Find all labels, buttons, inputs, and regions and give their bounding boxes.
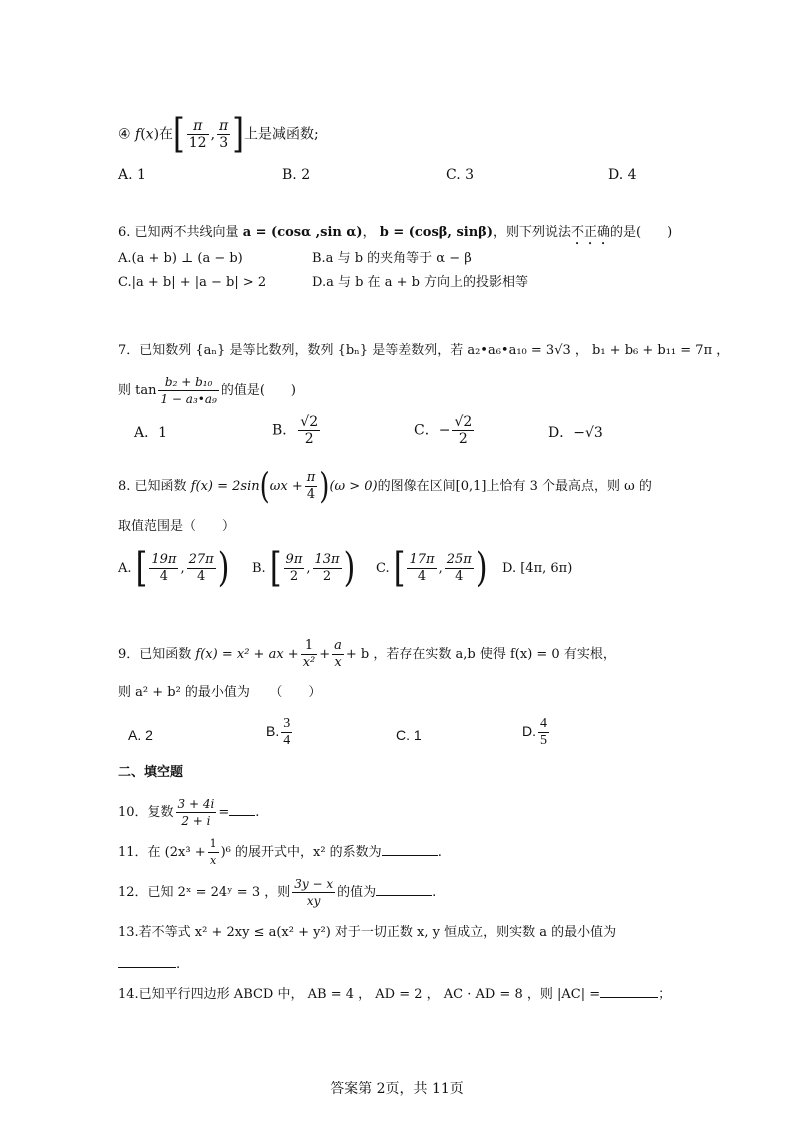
q7-option-d: D．−√3 [548,425,603,441]
section-title-fill-blank: 二、填空题 [118,765,184,780]
q7-option-a: A．1 [134,425,168,441]
q8-option-d: D. [4π, 6π) [502,561,573,576]
q5-option-a: A. 1 [118,167,146,183]
q9-option-c: C. 1 [396,727,422,743]
q9-option-d: D. $\frac{4}{5}$ [522,716,547,748]
q12: 12．已知 2ˣ = 24ʸ = 3 ，则 $\frac{3y - x}{xy}$ 的值为 . [118,877,437,908]
q5-option-b: B. 2 [282,167,311,183]
q10: 10．复数 $\frac{3 + 4i}{2 + i}$ = . [118,797,260,828]
q10-answer-blank [229,815,255,816]
q8-option-c: C. [ $\frac{17\pi}{4}$ , $\frac{25\pi}{4}$ ) [376,544,488,592]
q11: 11．在 (2x³ + $\frac{1}{x}$ )⁶ 的展开式中，x² 的系数为 . [118,837,442,867]
q8-stem: 8. 已知函数 f(x) = 2sin(ωx + $\frac{\pi}{4}$ )(ω > 0)的图像在区间[0,1]上恰有 3 个最高点，则 ω 的 [118,466,652,507]
q6-option-d: D.a 与 b 在 a + b 方向上的投影相等 [312,275,529,290]
item-4: ④ f(x)在[ $\frac{\pi}{12}$ , $\frac{\pi}{3}$ ]上是减函数; [118,110,319,158]
q8-option-b: B. [ $\frac{9\pi}{2}$ , $\frac{13\pi}{2}$ ) [252,544,356,592]
q13-answer-blank [118,967,176,968]
q9-option-b: B. $\frac{3}{4}$ [266,716,291,748]
q7-option-b: B． $\frac{√2}{2}$ [272,414,319,447]
q8-option-a: A. [ $\frac{19\pi}{4}$ , $\frac{27\pi}{4}$ ) [118,544,230,592]
q8-line2: 取值范围是（ ） [118,519,236,534]
q14-answer-blank [600,997,658,998]
q11-answer-blank [382,855,438,856]
q9-line2: 则 a² + b² 的最小值为 （ ） [118,685,322,700]
q6-stem: 6. 已知两不共线向量 a = (cosα ,sin α)， b = (cosβ, sinβ)，则下列说法不正确的是( ) [118,225,673,240]
q9-option-a: A. 2 [128,727,153,743]
q14: 14.已知平行四边形 ABCD 中， AB = 4 ， AD = 2 ， AC · AD = 8 ，则 |AC| = ； [118,987,672,1002]
q7-expression: 则 tan $\frac{\text{b₂ + b₁₀}}{\text{1 − a₃•a₉}}$ 的值是( ) [118,375,296,406]
q9-stem: 9．已知函数 f(x) = x² + ax + $\frac{1}{\text{x²}}$ + $\frac{a}{x}$ + b ，若存在实数 a,b 使得 f(x) = 0 有实根， [118,638,616,670]
q5-option-c: C. 3 [446,167,475,183]
q6-option-c: C.|a + b| + |a − b| > 2 [118,275,267,290]
q6-option-a: A.(a + b) ⊥ (a − b) [118,251,243,266]
q12-answer-blank [376,895,432,896]
q7-option-c: C．− $\frac{√2}{2}$ [414,414,473,447]
q6-option-b: B.a 与 b 的夹角等于 α − β [312,251,472,266]
page-footer: 答案第 2页，共 11页 [330,1081,464,1097]
q5-option-d: D. 4 [608,167,637,183]
q13-line2: . [118,956,180,974]
q13-line1: 13.若不等式 x² + 2xy ≤ a(x² + y²) 对于一切正数 x, y 恒成立，则实数 a 的最小值为 [118,925,617,940]
q7-stem: 7．已知数列 {aₙ} 是等比数列，数列 {bₙ} 是等差数列，若 a₂•a₆•a₁₀ = 3√3 ， b₁ + b₆ + b₁₁ = 7π ， [118,343,730,358]
